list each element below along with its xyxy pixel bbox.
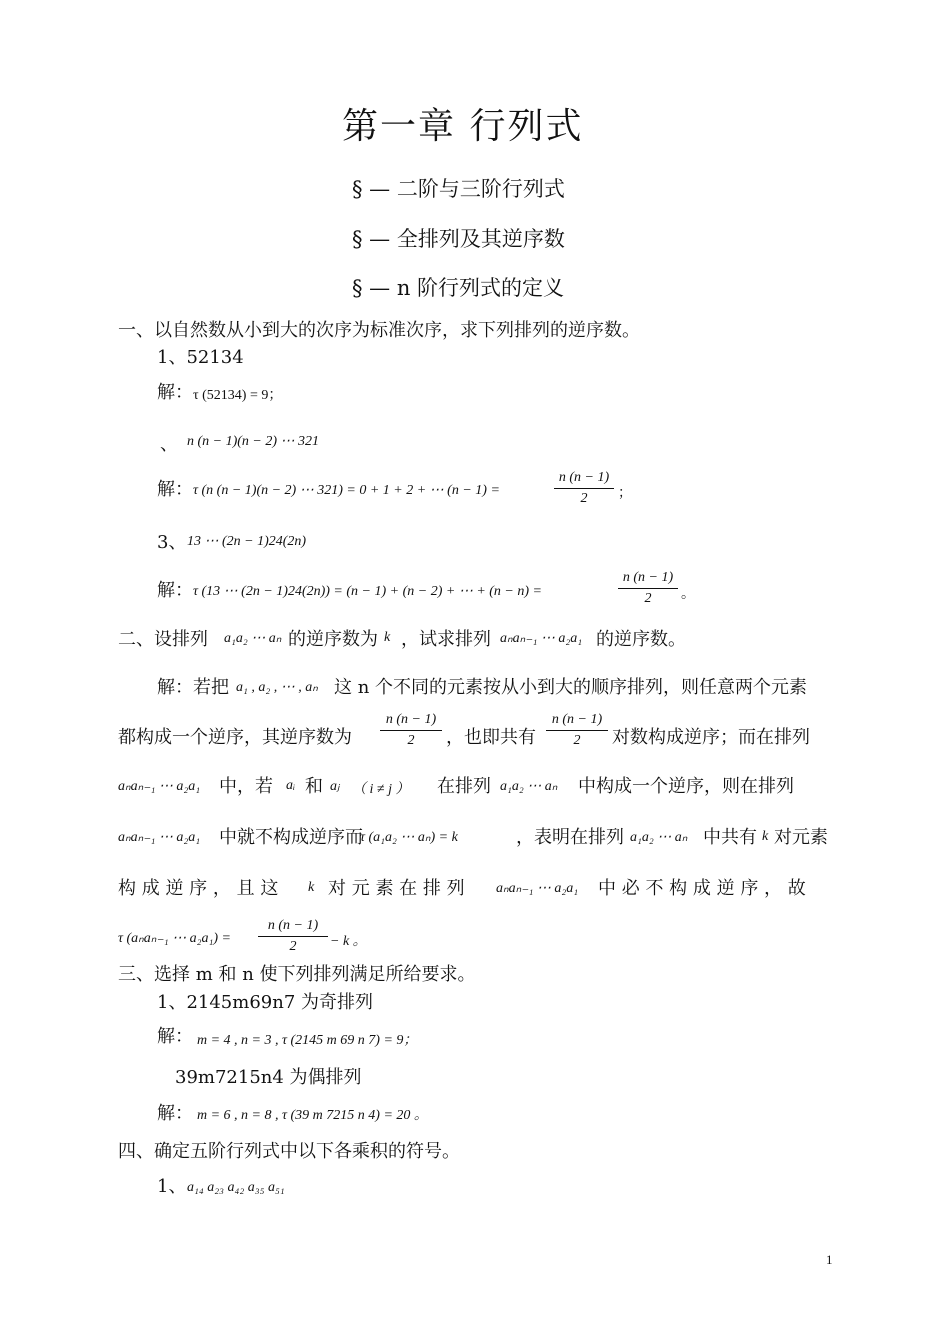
q2-heading-part-c: ，试求排列	[401, 629, 491, 650]
q2-p5-part-c: 中 必 不 构 成 逆 序 ， 故	[598, 878, 806, 899]
fraction-bar	[546, 730, 608, 731]
q2-p6-rhs: − k 。	[330, 934, 367, 949]
q1-item2-fraction	[554, 470, 614, 507]
q3-item2: 39m7215n4 为偶排列	[175, 1067, 362, 1088]
fraction-numerator: n (n − 1)	[558, 470, 610, 485]
q2-p3-and: 和	[305, 776, 323, 797]
q1-item2-sol-label: 解：	[157, 479, 193, 500]
q2-p4-part-a: 中就不构成逆序而	[219, 827, 363, 848]
fraction-bar	[554, 488, 614, 489]
q2-p5-part-a: 构 成 逆 序 ， 且 这	[118, 878, 279, 899]
q2-p2-fraction-1	[380, 712, 442, 749]
q2-p3-part-c: 中构成一个逆序，则在排列	[578, 776, 794, 797]
q3-item2-solution: m = 6 , n = 8 , τ (39 m 7215 n 4) = 20 。	[197, 1108, 428, 1123]
q1-item2-end: ；	[618, 486, 632, 501]
q2-p4-sequence-2: a₁a₂ ⋯ aₙ	[630, 830, 688, 845]
q1-item2-label: 、	[160, 434, 178, 455]
q1-item3-end: 。	[681, 587, 695, 602]
q2-p5-k: k	[308, 880, 315, 895]
chapter-title: 第一章 行列式	[342, 106, 584, 147]
q2-p3-aj: aⱼ	[330, 779, 340, 794]
q1-item2-expression: n (n − 1)(n − 2) ⋯ 321	[187, 434, 320, 449]
q1-item3-sol-label: 解：	[157, 580, 193, 601]
section-heading-3: § — n 阶行列式的定义	[352, 276, 565, 300]
q1-heading: 一、以自然数从小到大的次序为标准次序，求下列排列的逆序数。	[118, 320, 640, 341]
q2-p3-condition: （ i ≠ j ）	[352, 782, 410, 797]
q2-heading-part-b: 的逆序数为	[288, 629, 378, 650]
q2-p2-part-c: 对数构成逆序；而在排列	[612, 727, 810, 748]
fraction-bar	[258, 936, 328, 937]
fraction-numerator: n (n − 1)	[267, 918, 319, 933]
q2-p3-ai: aᵢ	[286, 778, 296, 793]
q2-heading-part-a: 二、设排列	[118, 629, 208, 650]
q1-item1: 1、52134	[157, 347, 244, 368]
q2-p5-part-b: 对 元 素 在 排 列	[328, 878, 465, 899]
q3-item1: 1、2145m69n7 为奇排列	[157, 992, 373, 1013]
q2-p4-sequence: aₙaₙ₋₁ ⋯ a₂a₁	[118, 830, 201, 845]
q2-p6-fraction	[258, 918, 328, 955]
q2-p1-sequence: a₁ , a₂ , ⋯ , aₙ	[236, 680, 318, 695]
q2-p3-sequence: aₙaₙ₋₁ ⋯ a₂a₁	[118, 779, 201, 794]
fraction-denominator: 2	[407, 733, 415, 748]
fraction-numerator: n (n − 1)	[551, 712, 603, 727]
fraction-denominator: 2	[289, 939, 297, 954]
q2-p2-fraction-2	[546, 712, 608, 749]
q2-p2-part-a: 都构成一个逆序，其逆序数为	[118, 727, 352, 748]
q2-p4-part-c: 中共有	[703, 827, 757, 848]
q1-item3-fraction	[618, 570, 678, 607]
q1-item3-label: 3、	[157, 532, 187, 553]
q4-heading: 四、确定五阶行列式中以下各乘积的符号。	[118, 1141, 460, 1162]
q1-item1-sol-label: 解：	[157, 382, 193, 403]
q2-p2-part-b: ，也即共有	[446, 727, 536, 748]
q2-p3-part-b: 在排列	[437, 776, 491, 797]
q2-p6-lhs: τ (aₙaₙ₋₁ ⋯ a₂a₁) =	[118, 931, 231, 946]
q2-p4-part-b: ，表明在排列	[516, 827, 624, 848]
q2-sequence-2: aₙaₙ₋₁ ⋯ a₂a₁	[500, 631, 583, 646]
fraction-denominator: 2	[644, 591, 652, 606]
q1-item2-solution: τ (n (n − 1)(n − 2) ⋯ 321) = 0 + 1 + 2 + ⋯ (n − 1) =	[193, 483, 500, 498]
q2-p3-sequence-2: a₁a₂ ⋯ aₙ	[500, 779, 558, 794]
q2-p1-part-a: 解：若把	[157, 677, 229, 698]
fraction-denominator: 2	[573, 733, 581, 748]
q1-item1-solution: τ (52134) = 9；	[193, 388, 283, 403]
fraction-numerator: n (n − 1)	[385, 712, 437, 727]
q2-heading-part-d: 的逆序数。	[596, 629, 686, 650]
q3-heading: 三、选择 m 和 n 使下列排列满足所给要求。	[118, 964, 476, 985]
section-heading-1: § — 二阶与三阶行列式	[352, 177, 565, 201]
q1-item3-solution: τ (13 ⋯ (2n − 1)24(2n)) = (n − 1) + (n − 2) + ⋯ + (n − n) =	[193, 584, 542, 599]
q3-item1-sol-label: 解：	[157, 1026, 193, 1047]
fraction-denominator: 2	[580, 491, 588, 506]
fraction-numerator: n (n − 1)	[622, 570, 674, 585]
q2-p4-k: k	[762, 829, 769, 844]
q2-p3-part-a: 中，若	[219, 776, 273, 797]
q2-p4-tau: τ (a₁a₂ ⋯ aₙ) = k	[360, 830, 458, 845]
q2-k: k	[384, 630, 391, 645]
q3-item1-solution: m = 4 , n = 3 , τ (2145 m 69 n 7) = 9；	[197, 1033, 418, 1048]
q4-item1-label: 1、	[157, 1176, 187, 1197]
q3-item2-sol-label: 解：	[157, 1103, 193, 1124]
fraction-bar	[618, 588, 678, 589]
q2-p5-sequence: aₙaₙ₋₁ ⋯ a₂a₁	[496, 881, 579, 896]
q1-item3-expression: 13 ⋯ (2n − 1)24(2n)	[187, 534, 307, 549]
fraction-bar	[380, 730, 442, 731]
q2-p1-part-b: 这 n 个不同的元素按从小到大的顺序排列，则任意两个元素	[334, 677, 808, 698]
q4-item1-expression: a₁₄ a₂₃ a₄₂ a₃₅ a₅₁	[187, 1180, 285, 1195]
q2-p4-part-d: 对元素	[774, 827, 828, 848]
q2-sequence-1: a₁a₂ ⋯ aₙ	[224, 631, 282, 646]
section-heading-2: § — 全排列及其逆序数	[352, 227, 565, 251]
page-number: 1	[826, 1252, 833, 1267]
